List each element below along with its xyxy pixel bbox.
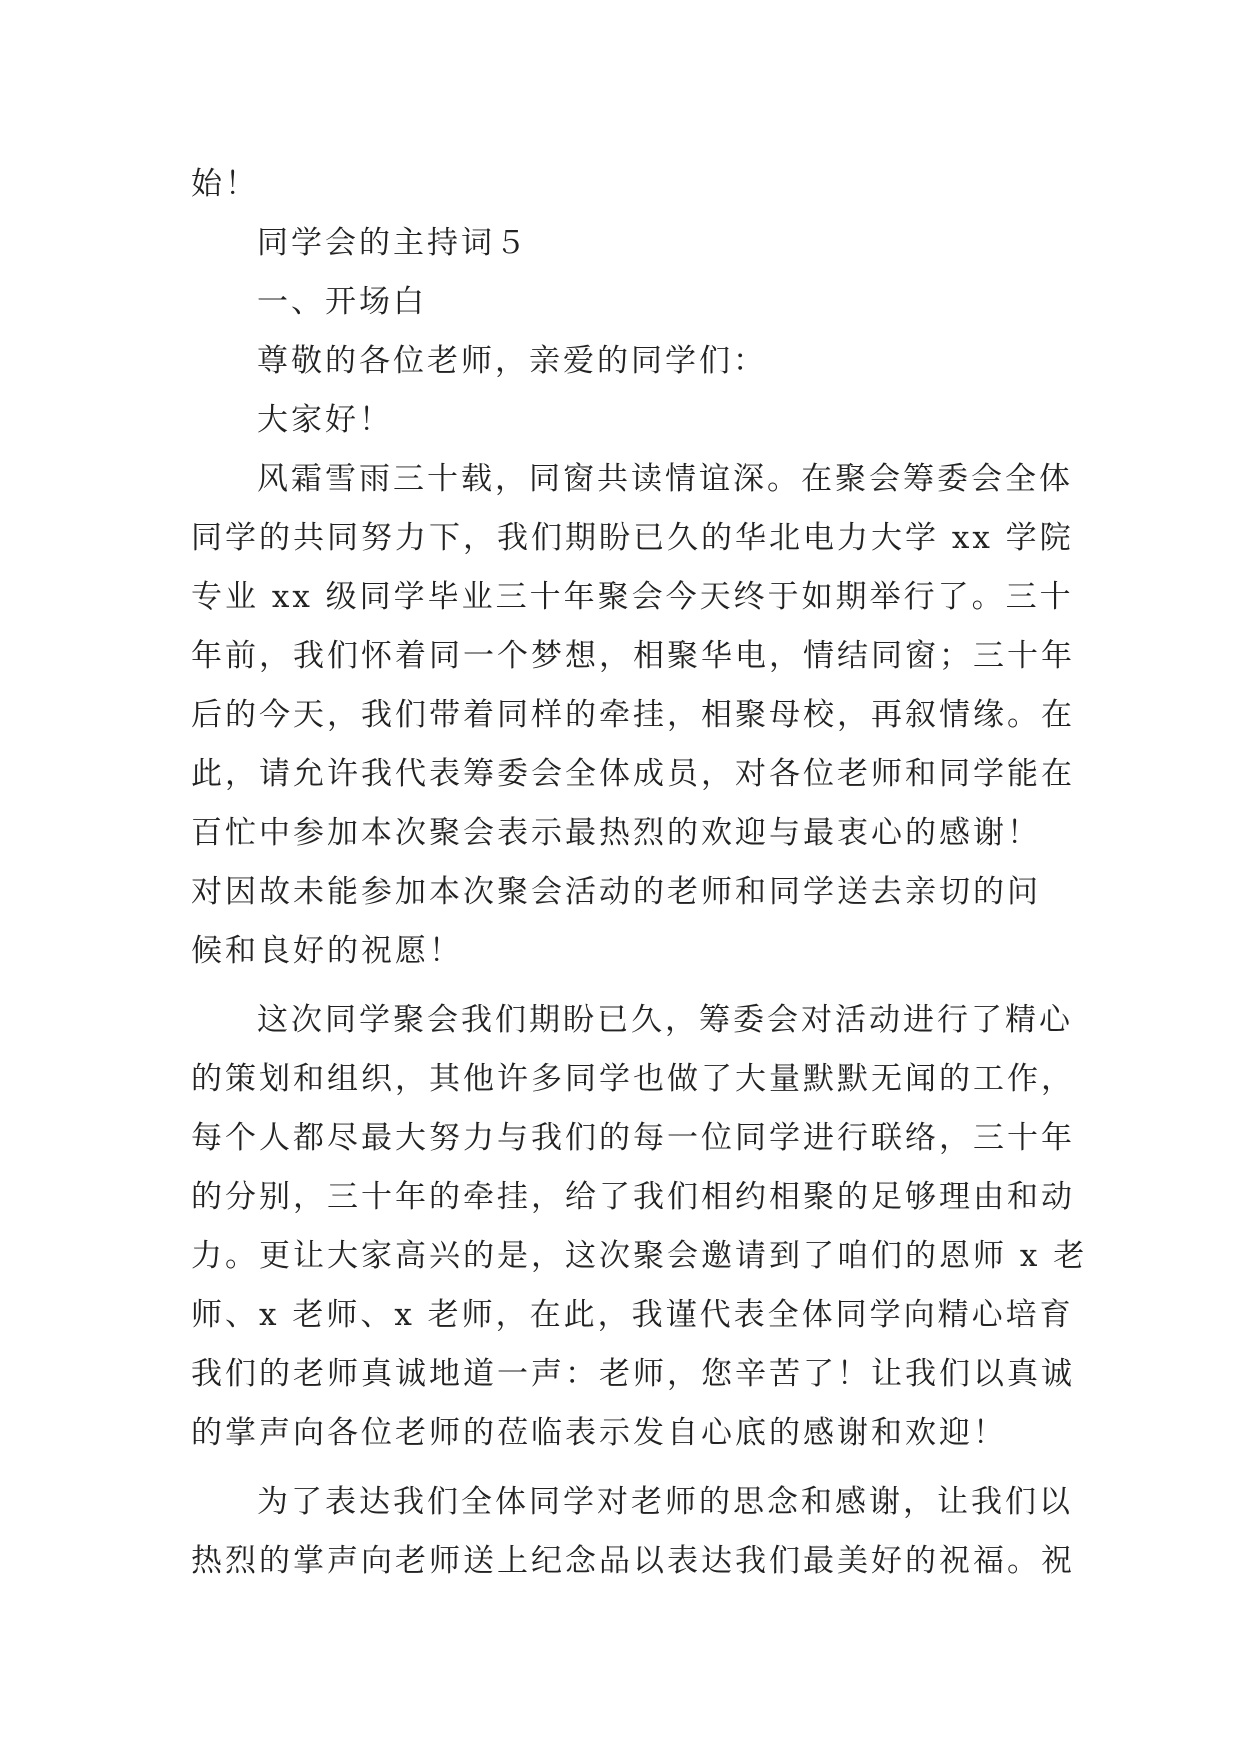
section-title: 同学会的主持词５ (257, 225, 529, 261)
salutation: 尊敬的各位老师，亲爱的同学们： (257, 343, 767, 379)
paragraph-line: 后的今天，我们带着同样的牵挂，相聚母校，再叙情缘。在 (191, 697, 1075, 733)
paragraph-line: 每个人都尽最大努力与我们的每一位同学进行联络，三十年 (191, 1120, 1075, 1156)
paragraph-line: 的分别，三十年的牵挂，给了我们相约相聚的足够理由和动 (191, 1179, 1075, 1215)
document-body (191, 155, 1088, 1591)
paragraph-line: 始！ (191, 166, 259, 202)
paragraph-line: 我们的老师真诚地道一声：老师，您辛苦了！让我们以真诚 (191, 1356, 1075, 1392)
paragraph-line: 此，请允许我代表筹委会全体成员，对各位老师和同学能在 (191, 756, 1075, 792)
paragraph-line: 的掌声向各位老师的莅临表示发自心底的感谢和欢迎！ (191, 1415, 1007, 1451)
paragraph-line: 同学的共同努力下，我们期盼已久的华北电力大学 xx 学院 (191, 520, 1074, 556)
paragraph-line: 风霜雪雨三十载，同窗共读情谊深。在聚会筹委会全体 (257, 461, 1073, 497)
paragraph-line: 热烈的掌声向老师送上纪念品以表达我们最美好的祝福。祝 (191, 1543, 1075, 1579)
paragraph-line: 对因故未能参加本次聚会活动的老师和同学送去亲切的问 (191, 874, 1041, 910)
section-heading: 一、开场白 (257, 284, 427, 320)
paragraph-line: 的策划和组织，其他许多同学也做了大量默默无闻的工作， (191, 1061, 1075, 1097)
paragraph-line: 候和良好的祝愿！ (191, 933, 463, 969)
paragraph-line: 百忙中参加本次聚会表示最热烈的欢迎与最衷心的感谢！ (191, 815, 1041, 851)
paragraph-line: 师、x 老师、x 老师，在此，我谨代表全体同学向精心培育 (191, 1297, 1074, 1333)
paragraph-line: 为了表达我们全体同学对老师的思念和感谢，让我们以 (257, 1484, 1073, 1520)
paragraph-line: 这次同学聚会我们期盼已久，筹委会对活动进行了精心 (257, 1002, 1073, 1038)
paragraph-line: 专业 xx 级同学毕业三十年聚会今天终于如期举行了。三十 (191, 579, 1074, 615)
paragraph-line: 年前，我们怀着同一个梦想，相聚华电，情结同窗；三十年 (191, 638, 1075, 674)
greeting: 大家好！ (257, 402, 393, 438)
paragraph-line: 力。更让大家高兴的是，这次聚会邀请到了咱们的恩师 x 老 (191, 1238, 1088, 1274)
